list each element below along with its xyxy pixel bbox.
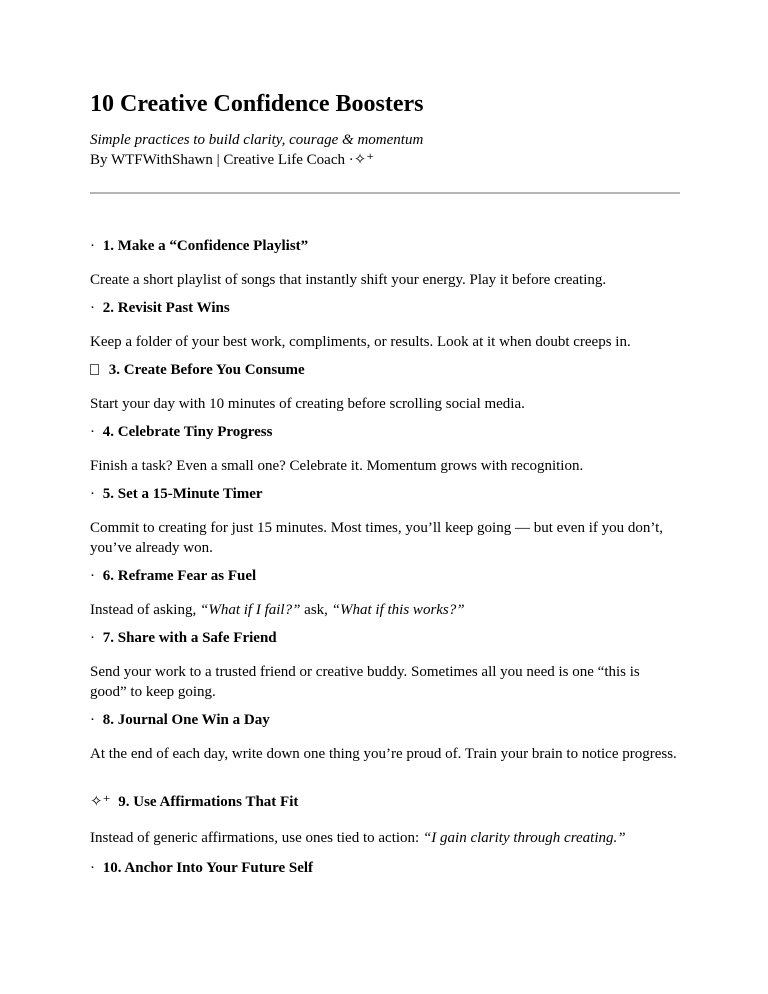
quote-text: “What if this works?” — [331, 602, 465, 618]
booster-body-3: Start your day with 10 minutes of creating before scrolling social media. — [90, 396, 525, 412]
bullet-dot-icon: · — [90, 300, 95, 316]
booster-heading-7 — [90, 628, 277, 648]
booster-heading-8 — [90, 710, 270, 730]
bullet-dot-icon: · — [90, 486, 95, 502]
booster-body-6 — [90, 600, 680, 620]
booster-heading-text: 10. Anchor Into Your Future Self — [102, 860, 314, 876]
booster-heading-1 — [90, 236, 308, 256]
booster-heading-text: 3. Create Before You Consume — [108, 362, 305, 378]
booster-heading-9 — [90, 792, 298, 812]
booster-heading-4 — [90, 422, 272, 442]
quote-text: “I gain clarity through creating.” — [422, 830, 626, 846]
booster-body-2: Keep a folder of your best work, compliments, or results. Look at it when doubt creeps in. — [90, 334, 631, 350]
booster-heading-text: 5. Set a 15-Minute Timer — [102, 486, 263, 502]
booster-heading-text: 8. Journal One Win a Day — [102, 712, 270, 728]
bullet-dot-icon: · — [90, 712, 95, 728]
body-text: ask, — [300, 602, 332, 618]
booster-heading-text: 9. Use Affirmations That Fit — [118, 794, 299, 810]
body-text: Instead of generic affirmations, use ones tied to action: — [90, 830, 423, 846]
bullet-dot-icon: · — [90, 568, 95, 584]
booster-heading-5 — [90, 484, 263, 504]
booster-body-4: Finish a task? Even a small one? Celebrate it. Momentum grows with recognition. — [90, 458, 584, 474]
missing-glyph-box-icon — [90, 364, 99, 375]
byline: By WTFWithShawn | Creative Life Coach ·✧⁺ — [90, 152, 375, 168]
sparkle-icon: ✧⁺ — [90, 794, 111, 810]
booster-heading-text: 6. Reframe Fear as Fuel — [102, 568, 257, 584]
bullet-dot-icon: · — [90, 860, 95, 876]
bullet-dot-icon: · — [90, 630, 95, 646]
booster-heading-text: 2. Revisit Past Wins — [102, 300, 230, 316]
booster-body-9 — [90, 828, 680, 848]
bullet-dot-icon: · — [90, 238, 95, 254]
page-title: 10 Creative Confidence Boosters — [90, 91, 424, 117]
horizontal-divider — [90, 192, 680, 194]
booster-heading-10 — [90, 858, 313, 878]
booster-heading-text: 7. Share with a Safe Friend — [102, 630, 277, 646]
booster-heading-3 — [90, 360, 305, 380]
body-text: Instead of asking, — [90, 602, 200, 618]
bullet-dot-icon: · — [90, 424, 95, 440]
booster-heading-text: 4. Celebrate Tiny Progress — [102, 424, 273, 440]
booster-heading-2 — [90, 298, 230, 318]
booster-body-8: At the end of each day, write down one thing you’re proud of. Train your brain to notice progress. — [90, 746, 677, 762]
page-subtitle: Simple practices to build clarity, courage & momentum — [90, 132, 424, 148]
booster-heading-text: 1. Make a “Confidence Playlist” — [102, 238, 309, 254]
booster-body-1: Create a short playlist of songs that instantly shift your energy. Play it before creating. — [90, 272, 607, 288]
booster-heading-6 — [90, 566, 256, 586]
booster-body-5: Commit to creating for just 15 minutes. Most times, you’ll keep going — but even if you don’t, you’ve already won. — [90, 520, 663, 556]
booster-body-7: Send your work to a trusted friend or creative buddy. Sometimes all you need is one “this is good” to keep going. — [90, 664, 640, 700]
quote-text: “What if I fail?” — [199, 602, 301, 618]
